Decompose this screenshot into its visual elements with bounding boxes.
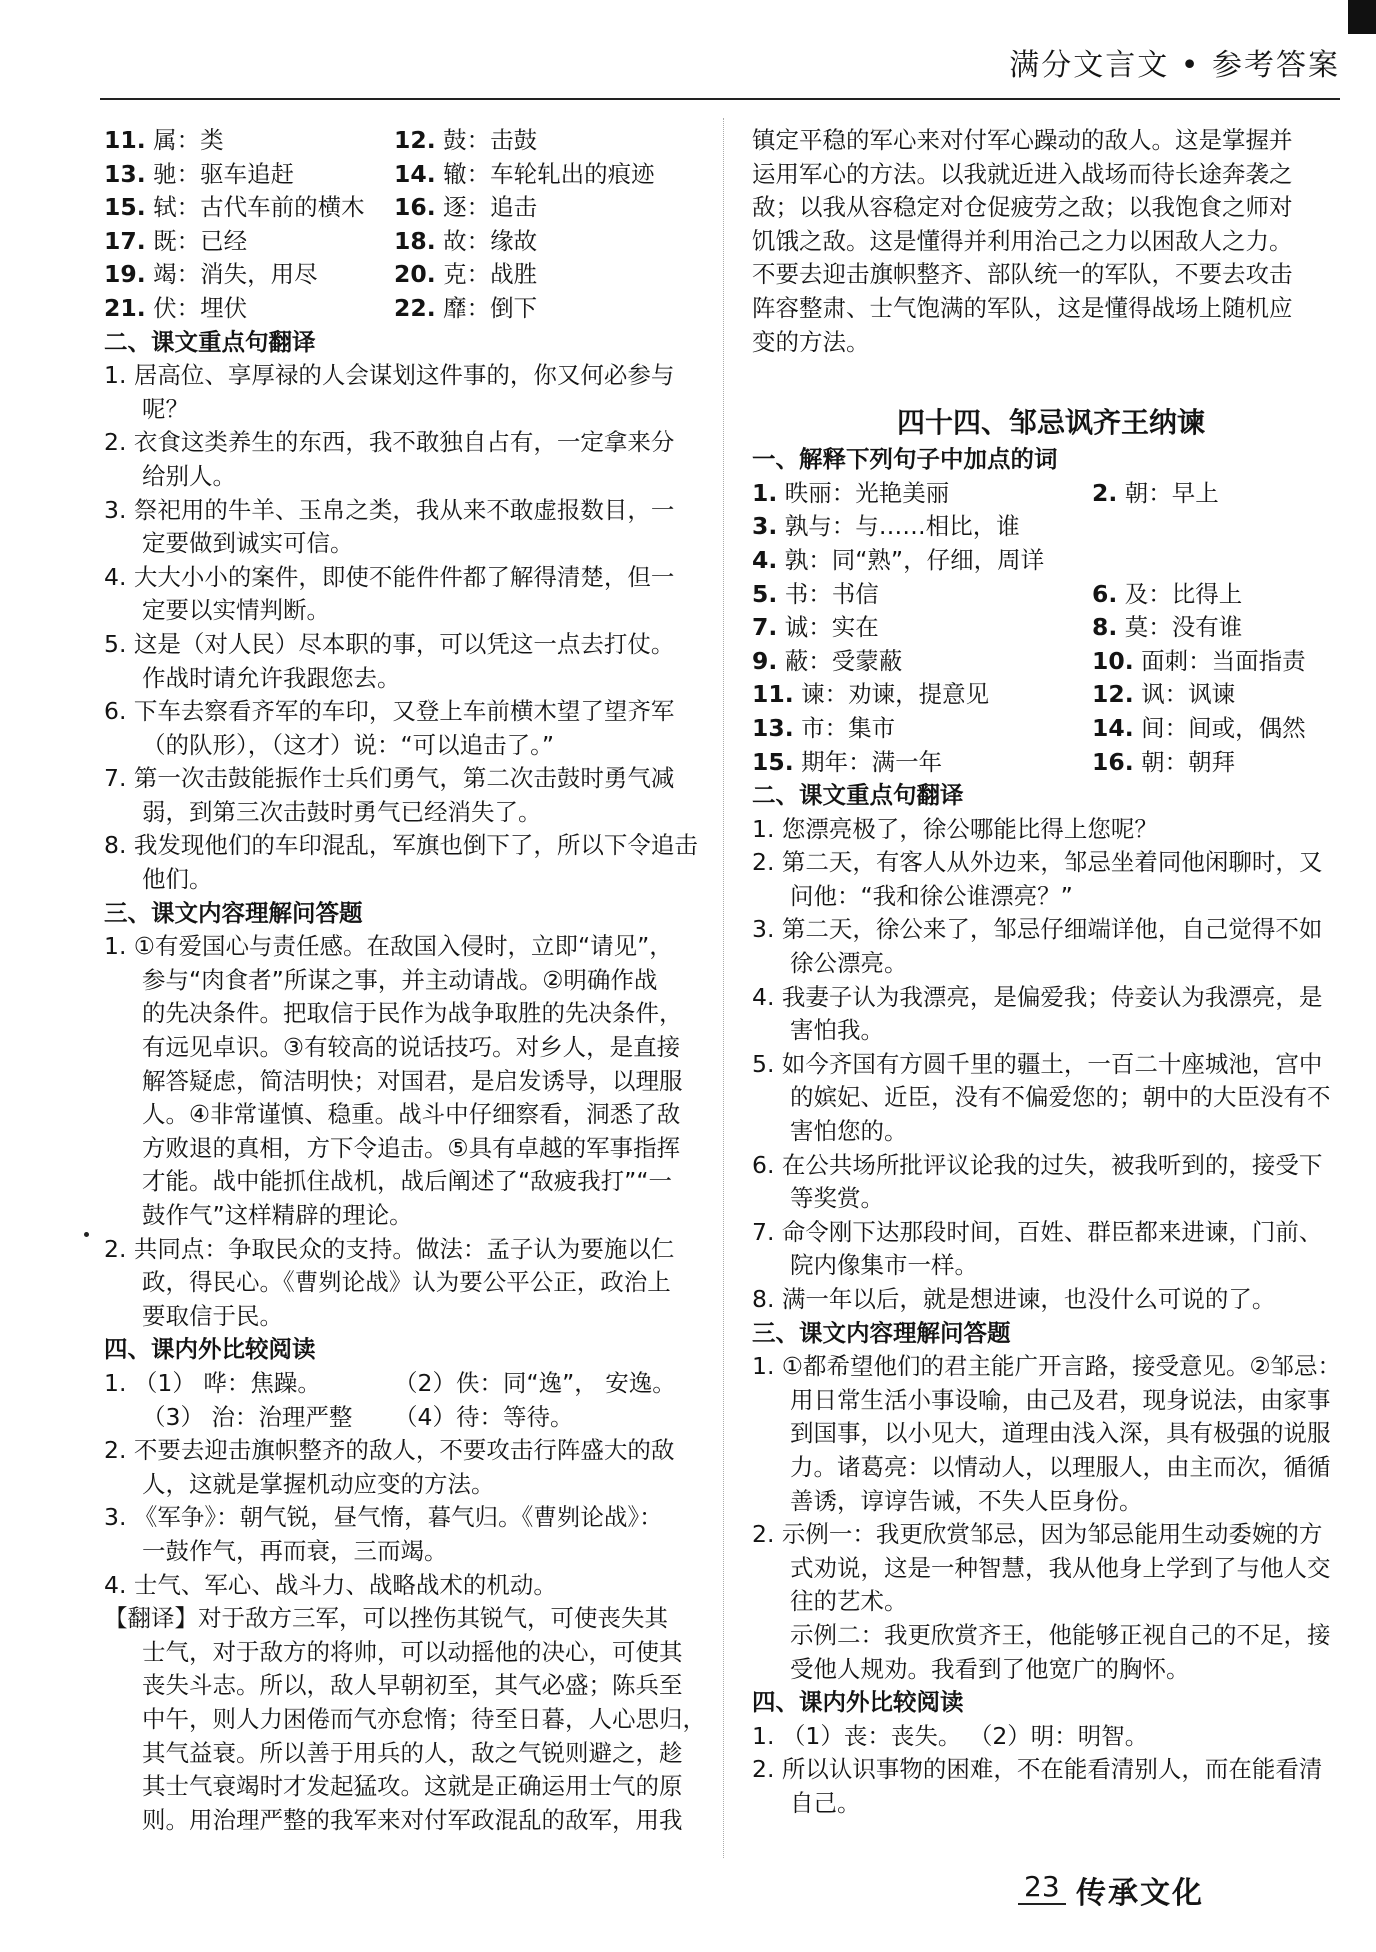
text-line: 【翻译】对于敌方三军，可以挫伤其锐气，可使丧失其 bbox=[104, 1604, 668, 1633]
vocab-item bbox=[1092, 647, 1306, 675]
item-text: 辙：车轮轧出的痕迹 bbox=[435, 159, 655, 188]
item-number: 12. bbox=[394, 126, 436, 154]
text-line: 阵容整肃、士气饱满的军队，这是懂得战场上随机应 bbox=[752, 293, 1293, 322]
vocab-item bbox=[104, 292, 394, 326]
section-title: 二、课文重点句翻译 bbox=[752, 781, 964, 810]
item-number: 14. bbox=[394, 159, 436, 188]
text-line: 徐公漂亮。 bbox=[790, 949, 908, 978]
vocab-list bbox=[104, 124, 704, 326]
text-line: 呢？ bbox=[142, 394, 189, 423]
item-text: 故：缘故 bbox=[435, 226, 538, 255]
text-line: 则。用治理严整的我军来对付军政混乱的敌军，用我 bbox=[142, 1805, 683, 1834]
comparison-list bbox=[104, 1434, 704, 1837]
vocab-item bbox=[104, 124, 394, 158]
text-line: 式劝说，这是一种智慧，我从他身上学到了与他人交 bbox=[790, 1553, 1331, 1582]
text-line: 到国事，以小见大，道理由浅入深，具有极强的说服 bbox=[790, 1419, 1331, 1448]
text-line: 镇定平稳的军心来对付军心躁动的敌人。这是掌握并 bbox=[752, 126, 1293, 154]
vocab-item bbox=[1092, 580, 1242, 608]
text-line: 1. 您漂亮极了，徐公哪能比得上您呢？ bbox=[752, 814, 1158, 843]
text-line: 1. ①有爱国心与责任感。在敌国入侵时，立即“请见”， bbox=[104, 932, 673, 961]
item-number: 7. bbox=[752, 613, 778, 642]
text-line: 中午，则人力困倦而气亦怠惰；待至日暮，人心思归， bbox=[142, 1704, 706, 1733]
translation-list bbox=[104, 359, 704, 897]
text-line: 运用军心的方法。以我就近进入战场而待长途奔袭之 bbox=[752, 159, 1293, 188]
text-line: 自己。 bbox=[790, 1788, 861, 1817]
item-text: 市：集市 bbox=[793, 713, 896, 742]
vocab-item bbox=[1092, 748, 1235, 776]
text-line: 3. 《军争》：朝气锐，昼气惰，暮气归。《曹刿论战》： bbox=[104, 1503, 663, 1532]
vocab-item bbox=[1092, 714, 1306, 742]
text-line: 5. 如今齐国有方圆千里的疆土，一百二十座城池，宫中 bbox=[752, 1049, 1323, 1078]
vocab-item bbox=[752, 611, 1092, 645]
vocab-item bbox=[1092, 613, 1242, 641]
section-title: 二、课文重点句翻译 bbox=[104, 327, 316, 356]
item-number: 13. bbox=[752, 713, 794, 742]
text-line: 院内像集市一样。 bbox=[790, 1251, 978, 1280]
text-line: 要取信于民。 bbox=[142, 1301, 283, 1330]
text-line: 4. 士气、军心、战斗力、战略战术的机动。 bbox=[104, 1570, 557, 1599]
item-number: 20. bbox=[394, 260, 436, 289]
vocab-row bbox=[104, 191, 704, 225]
item-text: 面刺：当面指责 bbox=[1133, 646, 1306, 675]
column-divider bbox=[723, 118, 724, 1858]
item-number: 5. bbox=[752, 579, 778, 608]
item-text: 间：间或，偶然 bbox=[1133, 713, 1306, 742]
text-line: 的嫔妃、近臣，没有不偏爱您的；朝中的大臣没有不 bbox=[790, 1083, 1331, 1112]
item-number: 9. bbox=[752, 646, 778, 675]
section-title: 一、解释下列句子中加点的词 bbox=[752, 445, 1058, 474]
text-line: 害怕我。 bbox=[790, 1016, 884, 1045]
text-line: 害怕您的。 bbox=[790, 1117, 908, 1146]
item-number: 1. bbox=[752, 478, 778, 507]
item-text: 靡：倒下 bbox=[435, 293, 538, 322]
vocab-row bbox=[752, 477, 1350, 511]
text-line: 2. 所以认识事物的困难，不在能看清别人，而在能看清 bbox=[752, 1755, 1323, 1784]
scan-corner-mark bbox=[1348, 0, 1376, 34]
text-line: 一鼓作气，再而衰，三而竭。 bbox=[142, 1536, 448, 1565]
text-line: 示例二：我更欣赏齐王，他能够正视自己的不足，接 bbox=[790, 1620, 1331, 1649]
item-text: 孰：同“熟”，仔细，周详 bbox=[777, 545, 1045, 574]
item-text: 昳丽：光艳美丽 bbox=[777, 478, 950, 507]
item-text: 鼓：击鼓 bbox=[435, 126, 538, 154]
vocab-item bbox=[104, 258, 394, 292]
text-line: 其气益衰。所以善于用兵的人，敌之气锐则避之，趁 bbox=[142, 1738, 683, 1767]
text-line: 善诱，谆谆告诫，不失人臣身份。 bbox=[790, 1486, 1143, 1515]
text-line: 2. 第二天，有客人从外边来，邹忌坐着同他闲聊时，又 bbox=[752, 848, 1323, 877]
item-number: 2. bbox=[1092, 478, 1118, 507]
item-text: 驰：驱车追赶 bbox=[145, 159, 295, 188]
item-number: 4. bbox=[752, 545, 778, 574]
item-text: 及：比得上 bbox=[1117, 579, 1243, 608]
text-line: 6. 在公共场所批评议论我的过失，被我听到的，接受下 bbox=[752, 1150, 1323, 1179]
text-line: （的队形），（这才）说：“可以追击了。” bbox=[142, 730, 555, 759]
vocab-item bbox=[752, 678, 1092, 712]
vocab-item bbox=[104, 158, 394, 192]
section-title: 四、课内外比较阅读 bbox=[104, 1335, 316, 1364]
comprehension-list bbox=[104, 930, 704, 1333]
item-number: 11. bbox=[104, 126, 146, 154]
text-line: 受他人规劝。我看到了他宽广的胸怀。 bbox=[790, 1654, 1190, 1683]
item-text: 逐：追击 bbox=[435, 193, 538, 222]
vocab-row bbox=[752, 510, 1350, 544]
item-text: 谏：劝谏，提意见 bbox=[793, 680, 990, 709]
vocab-item bbox=[104, 191, 394, 225]
answer-row bbox=[104, 1367, 704, 1401]
item-number: 3. bbox=[752, 512, 778, 541]
text-line: 3. 祭祀用的牛羊、玉帛之类，我从来不敢虚报数目，一 bbox=[104, 495, 675, 524]
text-line: 2. 示例一：我更欣赏邹忌，因为邹忌能用生动委婉的方 bbox=[752, 1520, 1323, 1549]
article-title: 四十四、邹忌讽齐王纳谏 bbox=[896, 406, 1205, 440]
text-line: 政，得民心。《曹刿论战》认为要公平公正，政治上 bbox=[142, 1268, 671, 1297]
text-line: 定要做到诚实可信。 bbox=[142, 529, 354, 558]
vocab-row bbox=[104, 158, 704, 192]
answer-row bbox=[104, 1401, 704, 1435]
item-text: 伏：埋伏 bbox=[145, 293, 248, 322]
item-number: 12. bbox=[1092, 680, 1134, 709]
text-line: 士气，对于敌方的将帅，可以动摇他的决心，可使其 bbox=[142, 1637, 683, 1666]
text-line: 5. 这是（对人民）尽本职的事，可以凭这一点去打仗。 bbox=[104, 629, 675, 658]
item-text: 莫：没有谁 bbox=[1117, 613, 1243, 642]
text-line: 2. 不要去迎击旗帜整齐的敌人，不要攻击行阵盛大的敌 bbox=[104, 1436, 675, 1465]
vocab-item bbox=[394, 191, 537, 225]
vocab-item bbox=[752, 645, 1092, 679]
item-text: 孰与：与……相比，谁 bbox=[777, 512, 1020, 541]
text-line: 作战时请允许我跟您去。 bbox=[142, 663, 401, 692]
text-line: 往的艺术。 bbox=[790, 1587, 908, 1616]
vocab-item bbox=[394, 225, 537, 259]
text-line: 解答疑虑，简洁明快；对国君，是启发诱导，以理服 bbox=[142, 1066, 683, 1095]
item-text: 轼：古代车前的横木 bbox=[145, 193, 365, 222]
text-line: 有远见卓识。③有较高的说话技巧。对乡人，是直接 bbox=[142, 1033, 681, 1062]
text-line: 鼓作气”这样精辟的理论。 bbox=[142, 1201, 413, 1229]
text-line: 等奖赏。 bbox=[790, 1184, 884, 1213]
item-text: 克：战胜 bbox=[435, 260, 538, 289]
item-number: 11. bbox=[752, 680, 794, 709]
item-number: 14. bbox=[1092, 713, 1134, 742]
text-line: 7. 命令刚下达那段时间，百姓、群臣都来进谏，门前、 bbox=[752, 1217, 1323, 1246]
text-line: 1. （1）丧：丧失。 （2）明：明智。 bbox=[752, 1721, 1149, 1750]
text-line: 7. 第一次击鼓能振作士兵们勇气，第二次击鼓时勇气减 bbox=[104, 764, 675, 793]
item-text: 属：类 bbox=[145, 126, 224, 154]
left-column bbox=[104, 124, 704, 1837]
text-line: 参与“肉食者”所谋之事，并主动请战。②明确作战 bbox=[142, 965, 658, 994]
text-line: 3. 第二天，徐公来了，邹忌仔细端详他，自己觉得不如 bbox=[752, 915, 1323, 944]
text-line: 敌；以我从容稳定对仓促疲劳之敌；以我饱食之师对 bbox=[752, 193, 1293, 222]
vocab-item bbox=[752, 746, 1092, 780]
vocab-item bbox=[394, 258, 537, 292]
vocab-item bbox=[104, 225, 394, 259]
vocab-row bbox=[104, 292, 704, 326]
item-number: 13. bbox=[104, 159, 146, 188]
comparison-list bbox=[752, 1720, 1350, 1821]
item-number: 15. bbox=[104, 193, 146, 222]
vocab-item bbox=[394, 292, 537, 326]
item-number: 19. bbox=[104, 260, 146, 289]
item-number: 22. bbox=[394, 293, 436, 322]
text-line: 弱，到第三次击鼓时勇气已经消失了。 bbox=[142, 797, 542, 826]
right-column bbox=[752, 124, 1350, 1821]
vocab-item bbox=[752, 544, 1092, 578]
vocab-row bbox=[752, 645, 1350, 679]
item-number: 16. bbox=[394, 193, 436, 222]
vocab-item bbox=[752, 578, 1092, 612]
text-line: 2. 共同点：争取民众的支持。做法：孟子认为要施以仁 bbox=[104, 1234, 675, 1263]
header-title: 满分文言文 • 参考答案 bbox=[1009, 48, 1340, 83]
word-explanation-list bbox=[752, 477, 1350, 779]
item-text: 朝：朝拜 bbox=[1133, 747, 1236, 776]
text-line: 他们。 bbox=[142, 865, 213, 894]
brand-name: 传承文化 bbox=[1076, 1876, 1204, 1911]
page-footer bbox=[1018, 1862, 1358, 1922]
vocab-item bbox=[394, 158, 655, 192]
item-number: 15. bbox=[752, 747, 794, 776]
vocab-row bbox=[752, 611, 1350, 645]
item-text: 书：书信 bbox=[777, 579, 879, 608]
vocab-row bbox=[752, 578, 1350, 612]
item-number: 6. bbox=[1092, 579, 1118, 608]
item-text: 竭：消失，用尽 bbox=[145, 260, 318, 289]
vocab-row bbox=[752, 746, 1350, 780]
vocab-item bbox=[1092, 479, 1219, 507]
vocab-row bbox=[104, 225, 704, 259]
text-line: 8. 满一年以后，就是想进谏，也没什么可说的了。 bbox=[752, 1285, 1276, 1313]
vocab-row bbox=[104, 258, 704, 292]
page-number: 23 bbox=[1018, 1870, 1066, 1905]
item-text: 既：已经 bbox=[145, 226, 248, 255]
section-title: 三、课文内容理解问答题 bbox=[104, 898, 363, 927]
text-line: 其士气衰竭时才发起猛攻。这就是正确运用士气的原 bbox=[142, 1772, 683, 1801]
item-number: 17. bbox=[104, 226, 146, 255]
text-line: 丧失斗志。所以，敌人早朝初至，其气必盛；陈兵至 bbox=[142, 1671, 683, 1700]
text-line: 4. 我妻子认为我漂亮，是偏爱我；侍妾认为我漂亮，是 bbox=[752, 982, 1323, 1011]
text-line: 力。诸葛亮：以情动人，以理服人，由主而次，循循 bbox=[790, 1452, 1331, 1481]
vocab-item bbox=[752, 510, 1092, 544]
text-line: 人，这就是掌握机动应变的方法。 bbox=[142, 1469, 495, 1498]
item-number: 10. bbox=[1092, 646, 1134, 675]
translation-list bbox=[752, 813, 1350, 1317]
text-line: 1. ①都希望他们的君主能广开言路，接受意见。②邹忌： bbox=[752, 1352, 1342, 1381]
comparison-q1 bbox=[104, 1367, 704, 1434]
vocab-row bbox=[752, 544, 1350, 578]
section-title: 三、课文内容理解问答题 bbox=[752, 1318, 1011, 1347]
item-text: 讽：讽谏 bbox=[1133, 680, 1236, 709]
text-line: 2. 衣食这类养生的东西，我不敢独自占有，一定拿来分 bbox=[104, 428, 675, 457]
text-line: 饥饿之敌。这是懂得并利用治己之力以困敌人之力。 bbox=[752, 226, 1293, 255]
item-text: 诚：实在 bbox=[777, 613, 879, 642]
vocab-row bbox=[752, 712, 1350, 746]
vocab-item bbox=[1092, 680, 1235, 708]
header-rule bbox=[100, 98, 1340, 100]
item-number: 21. bbox=[104, 293, 146, 322]
text-line: 方败退的真相，方下令追击。⑤具有卓越的军事指挥 bbox=[142, 1133, 681, 1162]
text-line: 定要以实情判断。 bbox=[142, 596, 330, 625]
text-line: 8. 我发现他们的车印混乱，军旗也倒下了，所以下令追击 bbox=[104, 831, 698, 860]
vocab-row bbox=[104, 124, 704, 158]
item-number: 8. bbox=[1092, 613, 1118, 642]
answer-cell: （2）佚：同“逸”， 安逸。 bbox=[394, 1368, 676, 1397]
text-line: 才能。战中能抓住战机，战后阐述了“敌疲我打”“一 bbox=[142, 1167, 673, 1196]
answer-cell: （4）待：等待。 bbox=[394, 1402, 574, 1431]
answer-cell: （3） 治：治理严整 bbox=[142, 1402, 353, 1431]
item-text: 蔽：受蒙蔽 bbox=[777, 646, 903, 675]
comprehension-list bbox=[752, 1350, 1350, 1686]
text-line: 4. 大大小小的案件，即使不能件件都了解得清楚，但一 bbox=[104, 562, 675, 591]
vocab-row bbox=[752, 678, 1350, 712]
item-text: 期年：满一年 bbox=[793, 747, 943, 776]
answer-cell: 1. （1） 哗：焦躁。 bbox=[104, 1368, 321, 1397]
stray-dot bbox=[84, 1232, 89, 1237]
text-line: 问他：“我和徐公谁漂亮？” bbox=[790, 881, 1073, 910]
text-line: 用日常生活小事设喻，由己及君，现身说法，由家事 bbox=[790, 1385, 1331, 1414]
vocab-item bbox=[752, 477, 1092, 511]
vocab-item bbox=[752, 712, 1092, 746]
text-line: 1. 居高位、享厚禄的人会谋划这件事的，你又何必参与 bbox=[104, 361, 675, 390]
item-number: 18. bbox=[394, 226, 436, 255]
section-title: 四、课内外比较阅读 bbox=[752, 1688, 964, 1717]
text-line: 不要去迎击旗帜整齐、部队统一的军队，不要去攻击 bbox=[752, 260, 1293, 289]
text-line: 变的方法。 bbox=[752, 327, 870, 356]
text-line: 6. 下车去察看齐军的车印，又登上车前横木望了望齐军 bbox=[104, 697, 675, 726]
text-line: 人。④非常谨慎、稳重。战斗中仔细察看，洞悉了敌 bbox=[142, 1100, 681, 1129]
item-number: 16. bbox=[1092, 747, 1134, 776]
page-header bbox=[100, 28, 1340, 88]
text-line: 的先决条件。把取信于民作为战争取胜的先决条件， bbox=[142, 999, 683, 1028]
item-text: 朝：早上 bbox=[1117, 478, 1219, 507]
continued-text bbox=[752, 124, 1350, 359]
vocab-item bbox=[394, 124, 537, 158]
text-line: 给别人。 bbox=[142, 461, 236, 490]
